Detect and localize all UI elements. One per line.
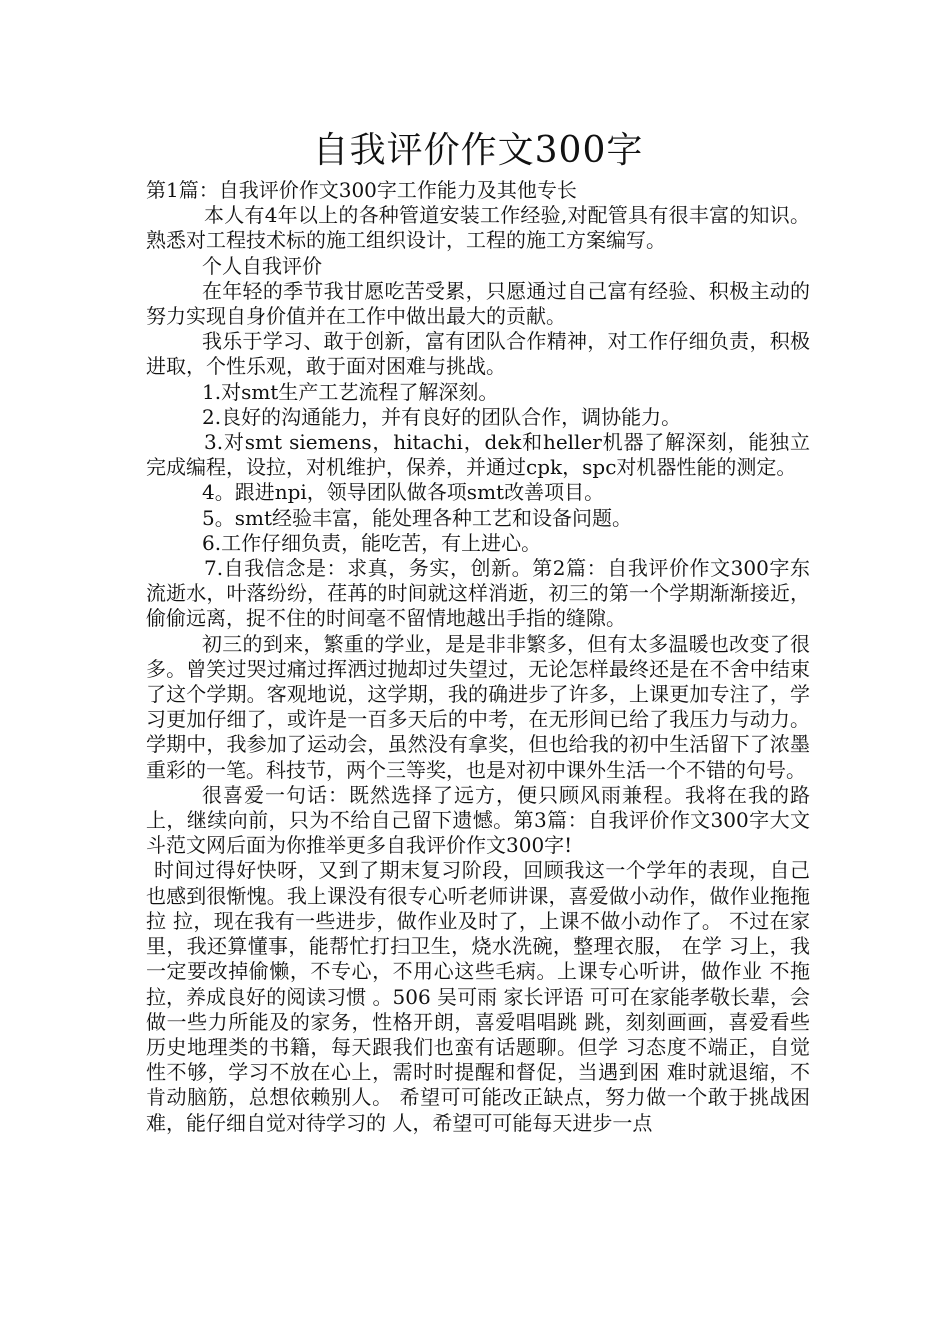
paragraph: 本人有4年以上的各种管道安装工作经验,对配管具有很丰富的知识。熟悉对工程技术标的施工组织设计，工程的施工方案编写。: [146, 203, 810, 253]
paragraph: 我乐于学习、敢于创新，富有团队合作精神，对工作仔细负责，积极进取，个性乐观，敢于面对困难与挑战。: [146, 329, 810, 379]
paragraph: 7.自我信念是：求真，务实，创新。第2篇：自我评价作文300字东流逝水，叶落纷纷，荏苒的时间就这样消逝，初三的第一个学期渐渐接近，偷偷远离，捉不住的时间毫不留情地越出手指的缝隙。: [146, 556, 810, 631]
paragraph: 个人自我评价: [202, 253, 322, 278]
paragraph: 5。smt经验丰富，能处理各种工艺和设备问题。: [202, 505, 632, 530]
paragraph: 6.工作仔细负责，能吃苦，有上进心。: [202, 530, 542, 555]
paragraph: 在年轻的季节我甘愿吃苦受累，只愿通过自己富有经验、积极主动的努力实现自身价值并在工作中做出最大的贡献。: [146, 278, 810, 329]
document-page: [146, 128, 810, 1136]
paragraph: 很喜爱一句话：既然选择了远方，便只顾风雨兼程。我将在我的路上，继续向前，只为不给自己留下遗憾。第3篇：自我评价作文300字大文斗范文网后面为你推举更多自我评价作文300字!: [146, 782, 810, 858]
paragraph: 3.对smt siemens，hitachi，dek和heller机器了解深刻，能独立完成编程，设拉，对机维护，保养，并通过cpk，spc对机器性能的测定。: [146, 430, 810, 480]
paragraph: 1.对smt生产工艺流程了解深刻。: [202, 379, 499, 404]
paragraph: 时间过得好快呀，又到了期末复习阶段，回顾我这一个学年的表现，自己 也感到很惭愧。我上课没有很专心听老师讲课，喜爱做小动作，做作业拖拖拉 拉，现在我有一些进步，做作业及时了，上课不做小动作了。 不过在家里，我还算懂事，能帮忙打扫卫生，烧水洗碗，整理衣服， 在学 习上，我一定要改掉偷懒，不专心，不用心这些毛病。上课专心听讲，做作业 不拖拉，养成良好的阅读习惯 。506 吴可雨 家长评语 可可在家能孝敬长辈，会做一些力所能及的家务，性格开朗，喜爱唱唱跳 跳，刻刻画画，喜爱看些历史地理类的书籍，每天跟我们也蛮有话题聊。但学 习态度不端正，自觉性不够，学习不放在心上，需时时提醒和督促，当遇到困 难时就退缩，不肯动脑筋，总想依赖别人。 希望可可能改正缺点，努力做一个敢于挑战困难，能仔细自觉对待学习的 人，希望可可能每天进步一点: [146, 858, 810, 1135]
document-title: 自我评价作文300字: [312, 130, 644, 171]
paragraph: 2.良好的沟通能力，并有良好的团队合作，调协能力。: [202, 404, 682, 429]
paragraph: 初三的到来，繁重的学业，是是非非繁多，但有太多温暖也改变了很多。曾笑过哭过痛过挥洒过抛却过失望过，无论怎样最终还是在不舍中结束了这个学期。客观地说，这学期，我的确进步了许多，上课更加专注了，学习更加仔细了，或许是一百多天后的中考，在无形间已给了我压力与动力。学期中，我参加了运动会，虽然没有拿奖，但也给我的初中生活留下了浓墨重彩的一笔。科技节，两个三等奖，也是对初中课外生活一个不错的句号。: [146, 631, 810, 782]
document-body: [146, 178, 810, 1136]
paragraph: 第1篇：自我评价作文300字工作能力及其他专长: [146, 178, 577, 202]
paragraph: 4。跟进npi，领导团队做各项smt改善项目。: [202, 480, 605, 505]
